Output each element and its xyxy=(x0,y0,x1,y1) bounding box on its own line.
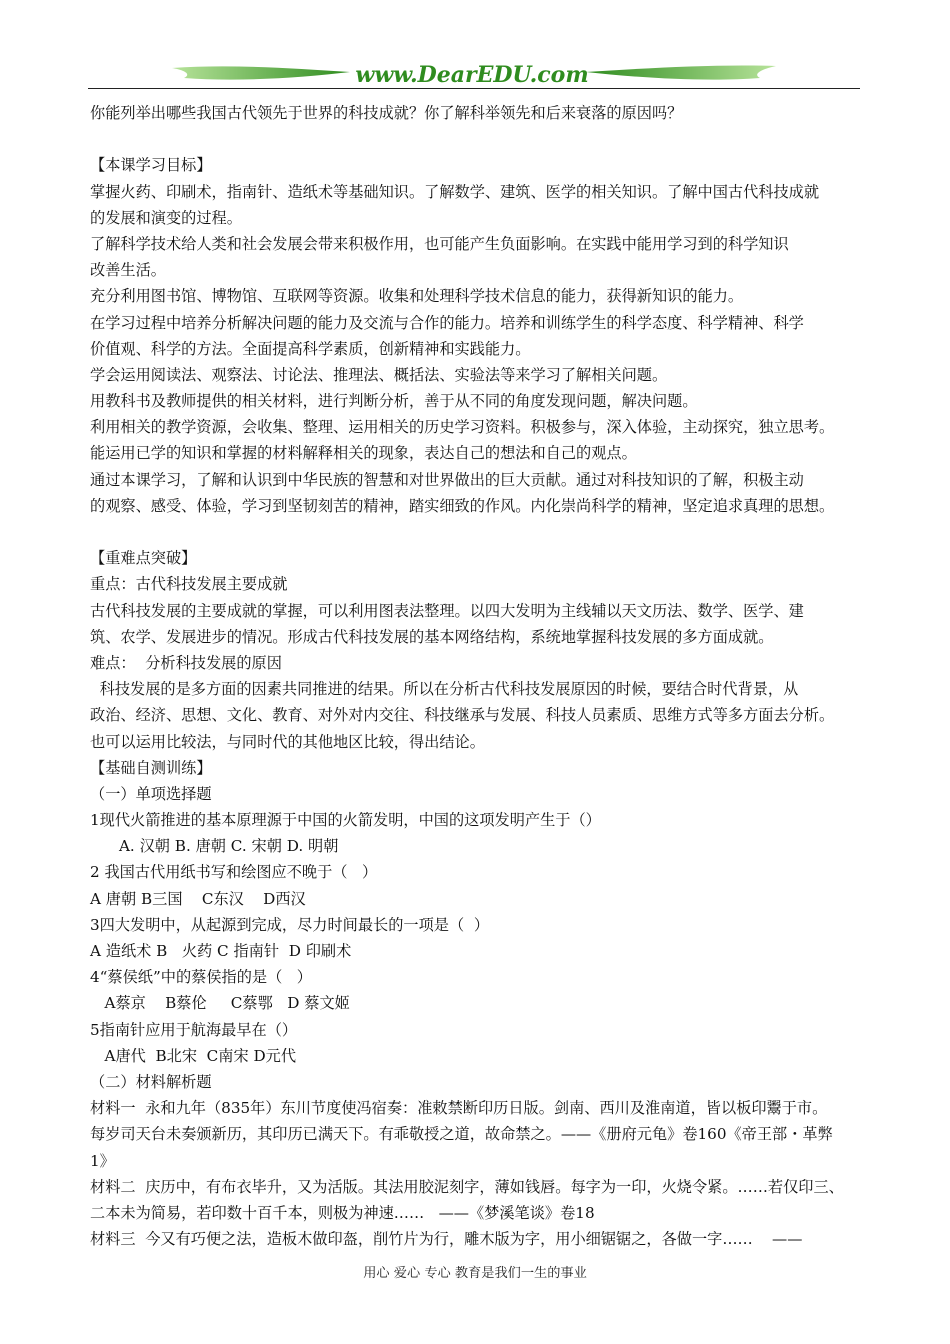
text-line: 的发展和演变的过程。 xyxy=(90,208,242,227)
site-header-logo xyxy=(88,58,860,92)
text-line: 1现代火箭推进的基本原理源于中国的火箭发明，中国的这项发明产生于（） xyxy=(90,811,601,830)
text-line: 通过本课学习，了解和认识到中华民族的智慧和对世界做出的巨大贡献。通过对科技知识的了解，积极主动 xyxy=(90,470,804,489)
blank-line xyxy=(90,519,870,545)
text-line: 重点：古代科技发展主要成就 xyxy=(90,575,288,594)
blank-line xyxy=(90,126,870,152)
site-logo-text: www.DearEDU.com xyxy=(355,62,589,88)
text-line: 的观察、感受、体验，学习到坚韧刻苦的精神，踏实细致的作风。内化崇尚科学的精神，坚定追求真理的思想。 xyxy=(90,496,835,515)
text-line: 改善生活。 xyxy=(90,261,166,280)
text-line: 科技发展的是多方面的因素共同推进的结果。所以在分析古代科技发展原因的时候，要结合时代背景，从 xyxy=(90,680,799,699)
text-line: 了解科学技术给人类和社会发展会带来积极作用，也可能产生负面影响。在实践中能用学习到的科学知识 xyxy=(90,234,789,253)
page-footer: 用心 爱心 专心 教育是我们一生的事业 xyxy=(363,1266,587,1281)
left-swoosh-icon xyxy=(172,66,350,79)
text-line: 学会运用阅读法、观察法、讨论法、推理法、概括法、实验法等来学习了解相关问题。 xyxy=(90,365,668,384)
text-line: 价值观、科学的方法。全面提高科学素质，创新精神和实践能力。 xyxy=(90,339,531,358)
text-line: A蔡京 B蔡伦 C蔡鄂 D 蔡文姬 xyxy=(90,994,350,1013)
text-line: 能运用已学的知识和掌握的材料解释相关的现象，表达自己的想法和自己的观点。 xyxy=(90,444,637,463)
document-body xyxy=(90,100,870,1252)
text-line: 用教科书及教师提供的相关材料，进行判断分析，善于从不同的角度发现问题，解决问题。 xyxy=(90,392,698,411)
text-line: 掌握火药、印刷术，指南针、造纸术等基础知识。了解数学、建筑、医学的相关知识。了解中国古代科技成就 xyxy=(90,182,819,201)
text-line: 筑、农学、发展进步的情况。形成古代科技发展的基本网络结构，系统地掌握科技发展的多方面成就。 xyxy=(90,627,774,646)
text-line: 材料二 庆历中，有布衣毕升，又为活版。其法用胶泥刻字，薄如钱唇。每字为一印，火烧令紧。……若仅印三、 xyxy=(90,1177,844,1196)
text-line: 你能列举出哪些我国古代领先于世界的科技成就？你了解科举领先和后来衰落的原因吗？ xyxy=(90,104,683,122)
text-line: 1》 xyxy=(90,1151,115,1170)
text-line: A唐代 B北宋 C南宋 D元代 xyxy=(90,1046,297,1065)
text-line: 3四大发明中，从起源到完成，尽力时间最长的一项是（ ） xyxy=(90,915,490,934)
text-line: A. 汉朝 B. 唐朝 C. 宋朝 D. 明朝 xyxy=(90,837,339,856)
text-line: 5指南针应用于航海最早在（） xyxy=(90,1020,298,1039)
right-swoosh-icon xyxy=(586,65,776,79)
text-line: 2 我国古代用纸书写和绘图应不晚于（ ） xyxy=(90,863,378,882)
text-line: 【基础自测训练】 xyxy=(90,758,212,777)
text-line: 材料三 今又有巧便之法，造板木做印盔，削竹片为行，雕木版为字，用小细锯锯之，各做一字…… —— xyxy=(90,1230,803,1249)
text-line: 政治、经济、思想、文化、教育、对外对内交往、科技继承与发展、科技人员素质、思维方式等多方面去分析。 xyxy=(90,706,835,725)
text-line: A 造纸术 B 火药 C 指南针 D 印刷术 xyxy=(90,942,352,960)
text-line: 在学习过程中培养分析解决问题的能力及交流与合作的能力。培养和训练学生的科学态度、科学精神、科学 xyxy=(90,313,804,332)
text-line: 每岁司天台未奏颁新历，其印历已满天下。有乖敬授之道，故命禁之。——《册府元龟》卷160《帝王部・革弊 xyxy=(90,1125,833,1144)
text-line: （二）材料解析题 xyxy=(90,1072,212,1091)
text-line: 利用相关的教学资源，会收集、整理、运用相关的历史学习资料。积极参与，深入体验，主动探究，独立思考。 xyxy=(90,418,835,437)
swoosh-logo-icon xyxy=(88,58,860,92)
text-line: 4“蔡侯纸”中的蔡侯指的是（ ） xyxy=(90,968,312,987)
text-line: 二本未为简易，若印数十百千本，则极为神速…… ——《梦溪笔谈》卷18 xyxy=(90,1203,595,1222)
text-line: 也可以运用比较法，与同时代的其他地区比较，得出结论。 xyxy=(90,732,485,751)
text-line: 充分利用图书馆、博物馆、互联网等资源。收集和处理科学技术信息的能力，获得新知识的能力。 xyxy=(90,287,744,306)
text-line: A 唐朝 B三国 C东汉 D西汉 xyxy=(90,889,306,908)
text-line: 古代科技发展的主要成就的掌握，可以利用图表法整理。以四大发明为主线辅以天文历法、数学、医学、建 xyxy=(90,601,804,620)
text-line: 【本课学习目标】 xyxy=(90,156,212,175)
text-line: （一）单项选择题 xyxy=(90,784,212,803)
text-line: 【重难点突破】 xyxy=(90,549,197,568)
header-divider xyxy=(88,88,860,89)
text-line: 难点： 分析科技发展的原因 xyxy=(90,653,282,672)
text-line: 材料一 永和九年（835年）东川节度使冯宿奏：准敕禁断印历日版。剑南、西川及淮南道，皆以板印鬻于市。 xyxy=(90,1099,828,1118)
